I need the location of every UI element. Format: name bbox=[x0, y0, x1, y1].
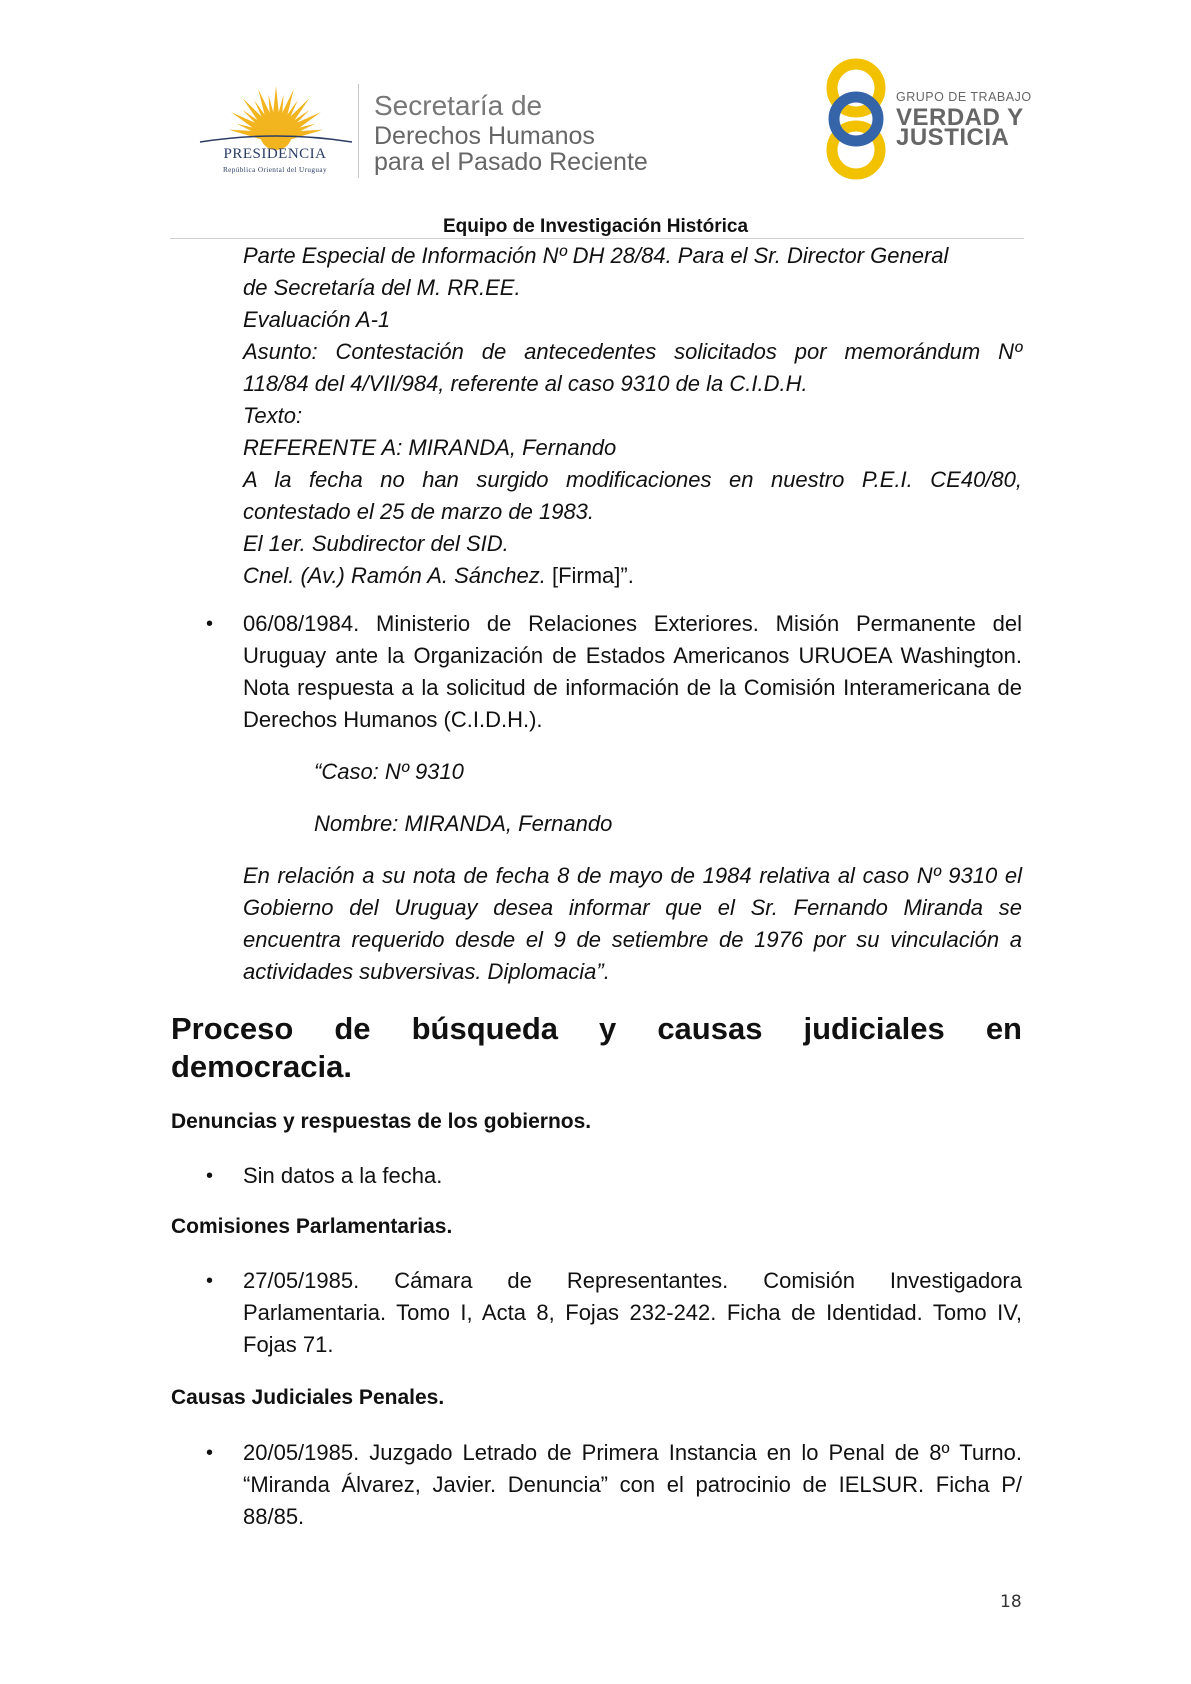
relacion-paragraph: En relación a su nota de fecha 8 de mayo de 1984 relativa al caso Nº 9310 el Gobierno del Uruguay desea informar que el Sr. Fernando Miranda se encuentra requerido desde el 9 de setiembre de 1976 por su vinculación a actividades subversivas. Diplomacia”. bbox=[243, 863, 1022, 984]
presidencia-sun-logo bbox=[196, 80, 356, 180]
quote-line: El 1er. Subdirector del SID. bbox=[243, 531, 509, 556]
bullet-marker: • bbox=[206, 1442, 214, 1464]
quote-line: REFERENTE A: MIRANDA, Fernando bbox=[243, 435, 617, 460]
item-1984-text: 06/08/1984. Ministerio de Relaciones Exteriores. Misión Permanente del Uruguay ante la Organización de Estados Americanos URUOEA Washington. Nota respuesta a la solicitud de información de la Comisión Interamericana de Derechos Humanos (C.I.D.H.). bbox=[243, 611, 1022, 732]
caso-line: “Caso: Nº 9310 bbox=[314, 759, 464, 784]
secretaria-line-3: para el Pasado Reciente bbox=[374, 148, 648, 176]
presidencia-subtitle: República Oriental del Uruguay bbox=[222, 166, 327, 174]
signature-line bbox=[243, 560, 1022, 592]
signature-name: Cnel. (Av.) Ramón A. Sánchez. bbox=[243, 563, 546, 588]
quote-line: Asunto: Contestación de antecedentes solicitados por memorándum Nº bbox=[243, 339, 1022, 364]
secretaria-line-2: Derechos Humanos bbox=[374, 122, 595, 150]
bullet-marker: • bbox=[206, 1270, 214, 1292]
causas-heading: Causas Judiciales Penales. bbox=[171, 1386, 445, 1409]
secretaria-line-1: Secretaría de bbox=[374, 90, 543, 121]
justicia-label: JUSTICIA bbox=[896, 124, 1010, 151]
section-title-line-1: Proceso de búsqueda y causas judiciales en bbox=[171, 1011, 1022, 1046]
quote-line: A la fecha no han surgido modificaciones en nuestro P.E.I. CE40/80, bbox=[243, 467, 1022, 492]
quote-line: contestado el 25 de marzo de 1983. bbox=[243, 499, 595, 524]
comisiones-item: 27/05/1985. Cámara de Representantes. Comisión Investigadora Parlamentaria. Tomo I, Acta 8, Fojas 232-242. Ficha de Identidad. Tomo IV, Fojas 71. bbox=[243, 1268, 1022, 1357]
section-title-line-2: democracia. bbox=[171, 1049, 352, 1084]
header-divider bbox=[358, 84, 359, 178]
grupo-trabajo-label: GRUPO DE TRABAJO bbox=[896, 90, 1032, 104]
causas-item: 20/05/1985. Juzgado Letrado de Primera Instancia en lo Penal de 8º Turno. “Miranda Álvarez, Javier. Denuncia” con el patrocinio de IELSUR. Ficha P/ 88/85. bbox=[243, 1440, 1022, 1529]
comisiones-heading: Comisiones Parlamentarias. bbox=[171, 1215, 453, 1238]
header-rule bbox=[170, 238, 1024, 239]
denuncias-item: Sin datos a la fecha. bbox=[243, 1163, 443, 1188]
quote-line: 118/84 del 4/VII/984, referente al caso 9310 de la C.I.D.H. bbox=[243, 371, 808, 396]
quote-line: Parte Especial de Información Nº DH 28/84. Para el Sr. Director General bbox=[243, 243, 949, 268]
denuncias-heading: Denuncias y respuestas de los gobiernos. bbox=[171, 1110, 592, 1133]
section-title bbox=[171, 1010, 1022, 1086]
verdad-justicia-rings-logo bbox=[816, 56, 896, 182]
bullet-marker: • bbox=[206, 1165, 214, 1187]
team-title: Equipo de Investigación Histórica bbox=[442, 216, 749, 237]
nombre-line: Nombre: MIRANDA, Fernando bbox=[314, 811, 613, 836]
quote-line: de Secretaría del M. RR.EE. bbox=[243, 275, 521, 300]
signature-tail: [Firma]”. bbox=[545, 563, 634, 588]
page-number: 18 bbox=[1000, 1592, 1022, 1612]
presidencia-wordmark: PRESIDENCIA bbox=[223, 146, 327, 162]
quote-line: Evaluación A-1 bbox=[243, 307, 391, 332]
quote-line: Texto: bbox=[243, 403, 303, 428]
bullet-marker: • bbox=[206, 613, 214, 635]
verdad-y-label: VERDAD Y bbox=[896, 104, 1024, 131]
